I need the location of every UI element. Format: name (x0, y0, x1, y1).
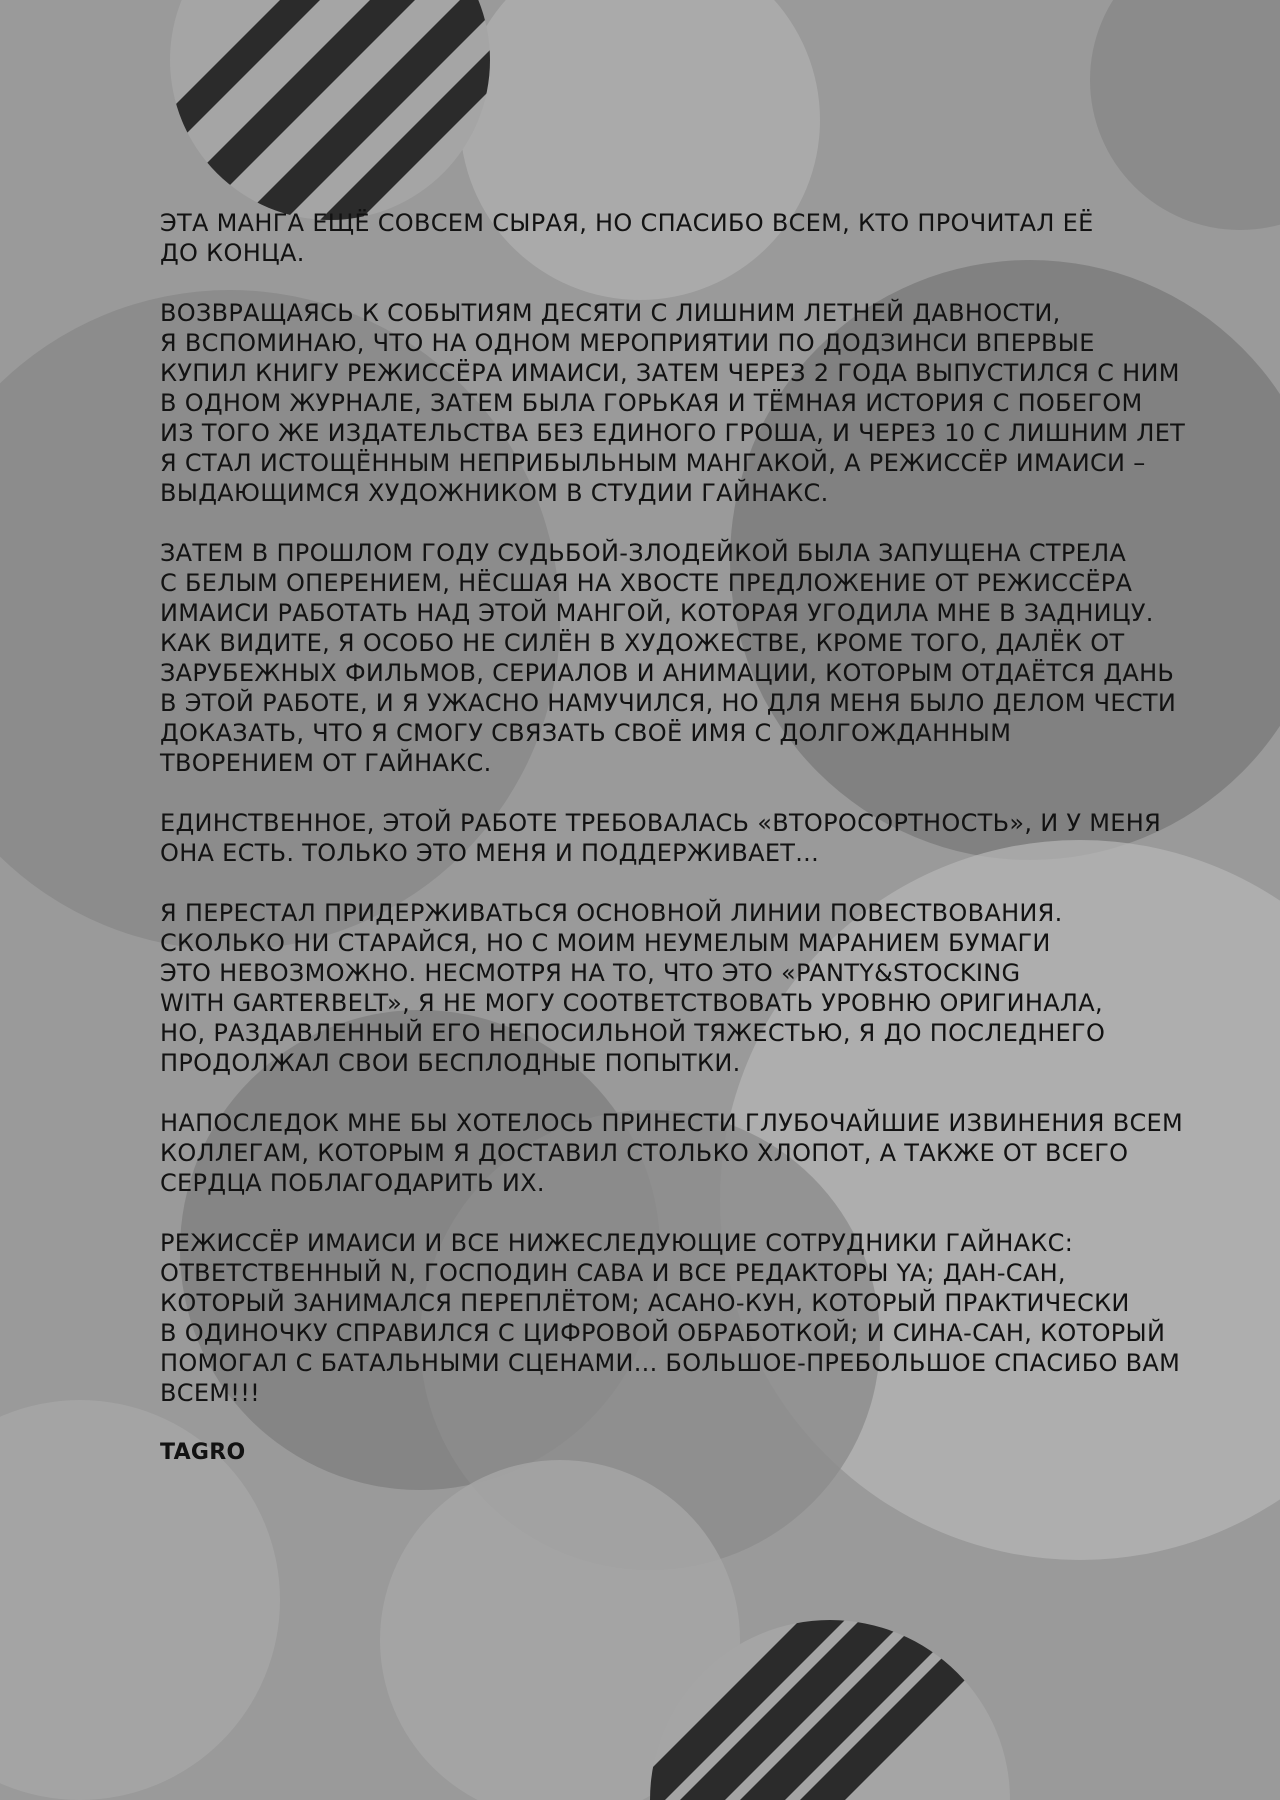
paragraph: Я ПЕРЕСТАЛ ПРИДЕРЖИВАТЬСЯ ОСНОВНОЙ ЛИНИИ ПОВЕСТВОВАНИЯ. СКОЛЬКО НИ СТАРАЙСЯ, НО С МОИМ НЕУМЕЛЫМ МАРАНИЕМ БУМАГИ ЭТО НЕВОЗМОЖНО. НЕСМОТРЯ НА ТО, ЧТО ЭТО «PANTY&STOCKING WITH GARTERBELT», Я НЕ МОГУ СООТВЕТСТВОВАТЬ УРОВНЮ ОРИГИНАЛА, НО, РАЗДАВЛЕННЫЙ ЕГО НЕПОСИЛЬНОЙ ТЯЖЕСТЬЮ, Я ДО ПОСЛЕДНЕГО ПРОДОЛЖАЛ СВОИ БЕСПЛОДНЫЕ ПОПЫТКИ. (160, 899, 1106, 1077)
paragraph: ВОЗВРАЩАЯСЬ К СОБЫТИЯМ ДЕСЯТИ С ЛИШНИМ ЛЕТНЕЙ ДАВНОСТИ, Я ВСПОМИНАЮ, ЧТО НА ОДНОМ МЕРОПРИЯТИИ ПО ДОДЗИНСИ ВПЕРВЫЕ КУПИЛ КНИГУ РЕЖИССЁРА ИМАИСИ, ЗАТЕМ ЧЕРЕЗ 2 ГОДА ВЫПУСТИЛСЯ С НИМ В ОДНОМ ЖУРНАЛЕ, ЗАТЕМ БЫЛА ГОРЬКАЯ И ТЁМНАЯ ИСТОРИЯ С ПОБЕГОМ ИЗ ТОГО ЖЕ ИЗДАТЕЛЬСТВА БЕЗ ЕДИНОГО ГРОША, И ЧЕРЕЗ 10 С ЛИШНИМ ЛЕТ Я СТАЛ ИСТОЩЁННЫМ НЕПРИБЫЛЬНЫМ МАНГАКОЙ, А РЕЖИССЁР ИМАИСИ – ВЫДАЮЩИМСЯ ХУДОЖНИКОМ В СТУДИИ ГАЙНАКС. (160, 299, 1186, 507)
paragraph: ЭТА МАНГА ЕЩЁ СОВСЕМ СЫРАЯ, НО СПАСИБО ВСЕМ, КТО ПРОЧИТАЛ ЕЁ ДО КОНЦА. (160, 209, 1094, 267)
paragraph: НАПОСЛЕДОК МНЕ БЫ ХОТЕЛОСЬ ПРИНЕСТИ ГЛУБОЧАЙШИЕ ИЗВИНЕНИЯ ВСЕМ КОЛЛЕГАМ, КОТОРЫМ Я ДОСТАВИЛ СТОЛЬКО ХЛОПОТ, А ТАКЖЕ ОТ ВСЕГО СЕРДЦА ПОБЛАГОДАРИТЬ ИХ. (160, 1109, 1183, 1197)
paragraph: РЕЖИССЁР ИМАИСИ И ВСЕ НИЖЕСЛЕДУЮЩИЕ СОТРУДНИКИ ГАЙНАКС: ОТВЕТСТВЕННЫЙ N, ГОСПОДИН САВА И ВСЕ РЕДАКТОРЫ YA; ДАН-САН, КОТОРЫЙ ЗАНИМАЛСЯ ПЕРЕПЛЁТОМ; АСАНО-КУН, КОТОРЫЙ ПРАКТИЧЕСКИ В ОДИНОЧКУ СПРАВИЛСЯ С ЦИФРОВОЙ ОБРАБОТКОЙ; И СИНА-САН, КОТОРЫЙ ПОМОГАЛ С БАТАЛЬНЫМИ СЦЕНАМИ... БОЛЬШОЕ-ПРЕБОЛЬШОЕ СПАСИБО ВАМ ВСЕМ!!! (160, 1229, 1181, 1407)
author-signature: TAGRO (160, 1440, 246, 1465)
paragraph: ЗАТЕМ В ПРОШЛОМ ГОДУ СУДЬБОЙ-ЗЛОДЕЙКОЙ БЫЛА ЗАПУЩЕНА СТРЕЛА С БЕЛЫМ ОПЕРЕНИЕМ, НЁСШАЯ НА ХВОСТЕ ПРЕДЛОЖЕНИЕ ОТ РЕЖИССЁРА ИМАИСИ РАБОТАТЬ НАД ЭТОЙ МАНГОЙ, КОТОРАЯ УГОДИЛА МНЕ В ЗАДНИЦУ. КАК ВИДИТЕ, Я ОСОБО НЕ СИЛЁН В ХУДОЖЕСТВЕ, КРОМЕ ТОГО, ДАЛЁК ОТ ЗАРУБЕЖНЫХ ФИЛЬМОВ, СЕРИАЛОВ И АНИМАЦИИ, КОТОРЫМ ОТДАЁТСЯ ДАНЬ В ЭТОЙ РАБОТЕ, И Я УЖАСНО НАМУЧИЛСЯ, НО ДЛЯ МЕНЯ БЫЛО ДЕЛОМ ЧЕСТИ ДОКАЗАТЬ, ЧТО Я СМОГУ СВЯЗАТЬ СВОЁ ИМЯ С ДОЛГОЖДАННЫМ ТВОРЕНИЕМ ОТ ГАЙНАКС. (160, 539, 1177, 777)
afterword-text (160, 208, 1240, 1468)
paragraph: ЕДИНСТВЕННОЕ, ЭТОЙ РАБОТЕ ТРЕБОВАЛАСЬ «ВТОРОСОРТНОСТЬ», И У МЕНЯ ОНА ЕСТЬ. ТОЛЬКО ЭТО МЕНЯ И ПОДДЕРЖИВАЕТ... (160, 809, 1162, 867)
